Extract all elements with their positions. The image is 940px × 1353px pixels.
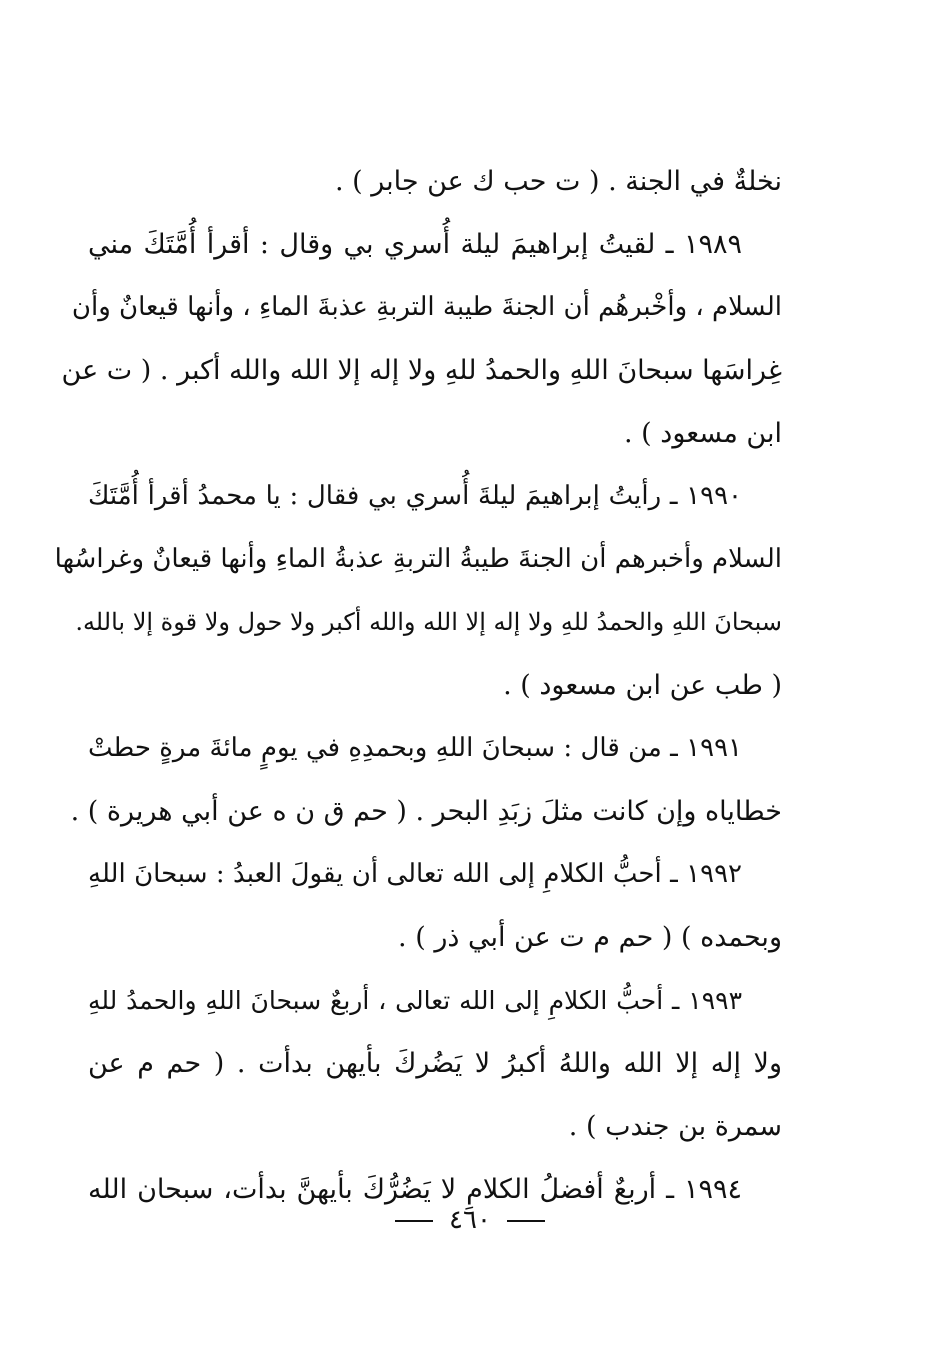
text-line-11: خطاياه وإن كانت مثلَ زبَدِ البحر . ( حم ق ن ه عن أبي هريرة ) . — [70, 796, 782, 827]
text-line-10: ١٩٩١ ـ من قال : سبحانَ اللهِ وبحمدِهِ في يومٍ مائةَ مرةٍ حطتْ — [88, 733, 742, 763]
text-line-1: نخلةٌ في الجنة . ( ت حب ك عن جابر ) . — [334, 166, 782, 197]
text-line-3: السلام ، وأخْبرهُم أن الجنةَ طيبة التربةِ عذبةَ الماءِ ، وأنها قيعانٌ وأن — [71, 292, 782, 322]
footer-dash-left — [395, 1220, 433, 1222]
text-line-4: غِراسَها سبحانَ اللهِ والحمدُ للهِ ولا إله إلا الله والله أكبر . ( ت عن — [61, 355, 782, 386]
text-line-2: ١٩٨٩ ـ لقيتُ إبراهيمَ ليلة أُسري بي وقال : أقرأ أُمَّتَكَ مني — [88, 229, 742, 260]
page-number: ٤٦٠ — [449, 1205, 491, 1235]
text-line-14: ١٩٩٣ ـ أحبُّ الكلامِ إلى الله تعالى ، أربعٌ سبحانَ اللهِ والحمدُ للهِ — [88, 986, 742, 1015]
text-line-8: سبحانَ اللهِ والحمدُ للهِ ولا إله إلا الله والله أكبر ولا حول ولا قوة إلا بالله. — [75, 608, 782, 636]
text-line-5: ابن مسعود ) . — [624, 418, 782, 449]
footer-dash-right — [507, 1220, 545, 1222]
text-line-6: ١٩٩٠ ـ رأيتُ إبراهيمَ ليلةَ أُسري بي فقال : يا محمدُ أقرأ أُمَّتَكَ — [88, 481, 742, 511]
text-line-9: ( طب عن ابن مسعود ) . — [503, 670, 782, 701]
text-line-7: السلام وأخبرهم أن الجنةَ طيبةُ التربةِ عذبةُ الماءِ وأنها قيعانٌ وغراسُها — [54, 544, 782, 574]
text-line-12: ١٩٩٢ ـ أحبُّ الكلامِ إلى الله تعالى أن يقولَ العبدُ : سبحانَ اللهِ — [88, 859, 742, 889]
page-body-text — [54, 150, 782, 1221]
text-line-13: وبحمده ) ( حم م ت عن أبي ذر ) . — [398, 922, 782, 953]
text-line-16: سمرة بن جندب ) . — [568, 1111, 782, 1142]
page-number-footer — [0, 1205, 940, 1235]
text-line-15: ولا إله إلا الله واللهُ أكبرُ لا يَضُركَ بأيهن بدأت . ( حم م عن — [88, 1048, 782, 1079]
text-line-17: ١٩٩٤ ـ أربعٌ أفضلُ الكلامِ لا يَضُرُّكَ بأيهنَّ بدأت، سبحان الله — [88, 1174, 742, 1205]
